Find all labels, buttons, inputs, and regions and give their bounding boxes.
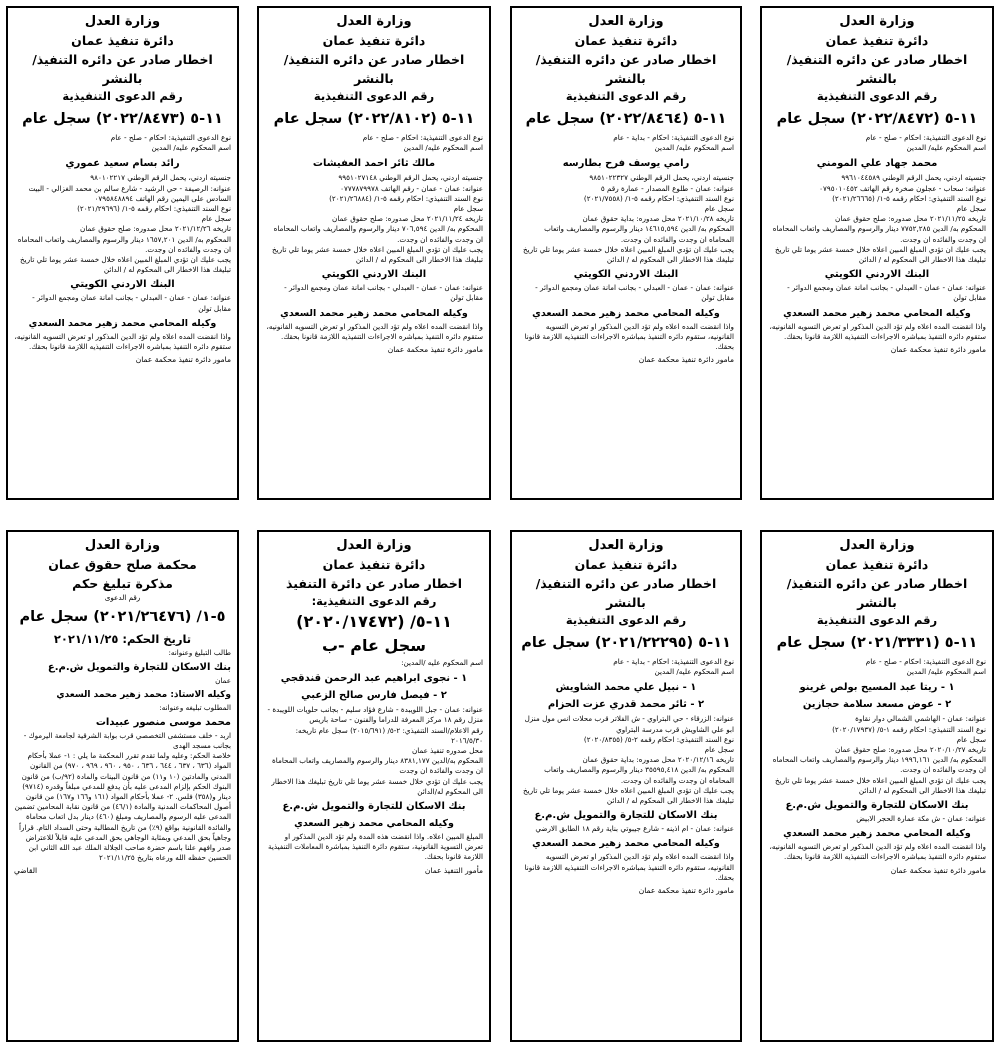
notice-title: اخطار صادر عن دائره التنفيذ/ بالنشر bbox=[535, 52, 717, 86]
creditor-name: بنك الاسكان للتجارة والتمويل ش.م.ع bbox=[534, 810, 718, 822]
case-label: رقم الدعوى التنفيذية bbox=[816, 89, 938, 103]
demand: يجب عليك ان تؤدي المبلغ المبين اعلاه خلال خمسة عشر يوما تلي تاريخ تبليغك هذا الاخطار الى المحكوم له / الدائن bbox=[523, 785, 734, 806]
warning: واذا انقضت المده اعلاه ولم تؤد الدين المذكور او تعرض التسويه القانونيه، ستقوم دائره التنفيذ بمباشره الاجراءات التنفيذيه اللازمة قانونا بحقك. bbox=[769, 321, 986, 341]
defendant-label: اسم المحكوم عليه /المدين: bbox=[401, 658, 483, 667]
case-number: ١١-٥ (٢٠٢١/٣٣٣١) سجل عام bbox=[776, 635, 978, 651]
defendant-label: اسم المحكوم عليه/ المدين bbox=[906, 667, 986, 677]
ministry-title: وزارة العدل bbox=[839, 14, 915, 29]
notice-6 bbox=[257, 530, 491, 1042]
footer-signature: مامور دائرة تنفيذ محكمة عمان bbox=[890, 865, 986, 875]
nationality: جنسيته اردني، يحمل الرقم الوطني ٩٩٥١٠٢٧١٤٨ bbox=[338, 173, 483, 183]
ministry-title: وزارة العدل bbox=[839, 538, 915, 553]
requester-name: بنك الاسكان للتجارة والتمويل ش.م.ع bbox=[47, 662, 231, 674]
notified-label: المطلوب تبليغه وعنوانه: bbox=[159, 702, 231, 712]
defendant-label: اسم المحكوم عليه/ المدين bbox=[151, 143, 231, 153]
address: عنوانه: الزرقاء - حي البتراوي - ش الفلاتر قرب محلات انس مول منزل ابو علي الشاويش قرب مدرسة البتراوي bbox=[524, 714, 734, 734]
issue-date: تاريخه ٢٠٢١/١٢/٢٦ محل صدوره: صلح حقوق عمان bbox=[80, 224, 231, 234]
amount: المحكوم به/ الدين ١٩٩٦,١٦١ دينار والرسوم والمصاريف واتعاب المحاماه ان وجدت والفائده ان وجدت. bbox=[772, 755, 986, 775]
creditor-address: عنوانه: عمان - عمان - العبدلي - بجانب امانة عمان ومجمع الدوائر - مقابل تولن bbox=[284, 283, 483, 303]
address: عنوانه: سحاب - عجلون صخرة رقم الهاتف ٠٧٩٥٠١٠٤٥٢ bbox=[819, 183, 986, 193]
warning: واذا انقضت المده اعلاه ولم تؤد الدين المذكور او تعرض التسويه القانونيه، ستقوم دائره التنفيذ بمباشره الاجراءات التنفيذيه اللازمة قانونا بحقك. bbox=[524, 852, 734, 882]
bond-type: نوع السند التنفيذي: احكام رقمه ١-٥/ (٢٠٢٠/١٧٩٣٧) bbox=[832, 724, 986, 734]
footer-signature: مامور دائرة تنفيذ محكمة عمان bbox=[387, 345, 483, 355]
address: عنوانه: الرصيفة - حي الرشيد - شارع سالم بن محمد الغزالي - البيت السادس على اليمين رقم الهاتف ٠٧٩٥٨٤٨٨٩٤ bbox=[28, 183, 231, 203]
bond-type: رقم الاعلام/السند التنفيذي: ٢-٥/ (٢٠١٥/٦٩١) سجل عام تاريخه: ٢٠١٦/٥/٣٠ bbox=[295, 725, 483, 745]
issuer: محل صدوره تنفيذ عمان bbox=[411, 746, 483, 756]
notice-title: اخطار صادر عن دائره التنفيذ/ بالنشر bbox=[786, 52, 968, 86]
registry: سجل عام bbox=[453, 204, 483, 214]
creditor-name: بنك الاسكان للتجارة والتمويل ش.م.ع bbox=[785, 800, 969, 812]
judgment-date: تاريخ الحكم: ٢٠٢١/١١/٢٥ bbox=[53, 632, 192, 647]
case-label: رقم الدعوى التنفيذية bbox=[565, 89, 687, 103]
case-type: نوع الدعوى التنفيذية: احكام - صلح - عام bbox=[362, 133, 483, 142]
defendant-label: اسم المحكوم عليه/ المدين bbox=[403, 143, 483, 153]
footer-signature: مامور دائرة تنفيذ محكمة عمان bbox=[638, 886, 734, 896]
case-label: رقم الدعوى bbox=[104, 593, 141, 602]
case-label: رقم الدعوى التنفيذية bbox=[565, 613, 687, 627]
lawyer-name: وكيله المحامي محمد زهير محمد السعدي bbox=[280, 307, 468, 319]
case-label: رقم الدعوى التنفيذية bbox=[816, 613, 938, 627]
lawyer-name: وكيله المحامي محمد زهير محمد السعدي bbox=[28, 317, 217, 329]
defendant-label: اسم المحكوم عليه/ المدين bbox=[906, 143, 986, 153]
creditor-name: بنك الاسكان للتجارة والتمويل ش.م.ع bbox=[282, 801, 466, 813]
bond-type: نوع السند التنفيذي: احكام رقمه ٢-٥/ (٢٠٢٠/٨٣٥٥) bbox=[583, 734, 734, 744]
ministry-title: وزارة العدل bbox=[84, 538, 161, 553]
department-title: دائرة تنفيذ عمان bbox=[574, 557, 678, 572]
registry: سجل عام bbox=[704, 204, 734, 214]
notice-title: اخطار صادر عن دائره التنفيذ/ بالنشر bbox=[786, 576, 968, 610]
notice-8 bbox=[760, 530, 994, 1042]
warning: واذا انقضت المده اعلاه ولم تؤد الدين المذكور او تعرض التسويه القانونيه، ستقوم دائره التنفيذ بمباشره الاجراءات التنفيذيه اللازمة قانونا بحقك. bbox=[266, 321, 483, 341]
warning: المبلغ المبين اعلاه. واذا انقضت هذه المدة ولم تؤد الدين المذكور او تعرض التسوية القانونية، ستقوم دائرة التنفيذ بمباشرة المعاملات التنفيذية اللازمة قانونا بحقك. bbox=[268, 832, 483, 862]
warning: واذا انقضت المده اعلاه ولم تؤد الدين المذكور او تعرض التسويه القانونيه، ستقوم دائره التنفيذ بمباشره الاجراءات التنفيذيه اللازمة قانونا بحقك. bbox=[14, 331, 231, 352]
creditor-address: عنوانه: عمان - ش مكة عمارة الحجر الابيض bbox=[856, 814, 986, 824]
notice-4 bbox=[760, 6, 994, 500]
case-type: نوع الدعوى التنفيذية: احكام - صلح - عام bbox=[110, 133, 231, 142]
notice-3 bbox=[510, 6, 742, 500]
creditor-address: عنوانه: عمان - عمان - العبدلي - بجانب امانة عمان ومجمع الدوائر - مقابل تولن bbox=[535, 283, 734, 303]
nationality: جنسيته اردني، يحمل الرقم الوطني ٩٨٥١٠٢٢٣٢٧ bbox=[589, 173, 734, 183]
creditor-address: عنوانه: عمان - ام اذينه - شارع جيبوتي بناية رقم ١٨ الطابق الارضي bbox=[535, 824, 734, 834]
footer-signature: مأمور التنفيذ عمان bbox=[424, 865, 483, 875]
case-type: نوع الدعوى التنفيذية: احكام - بداية - عام bbox=[613, 657, 734, 666]
address: عنوانه: عمان - طلوع المصدار - عمارة رقم ٥ bbox=[600, 183, 734, 193]
notified-address: اربد - خلف مستشفى التخصصي قرب بوابة الشرقية لجامعة اليرموك - بجانب مسجد الهدى bbox=[23, 730, 231, 751]
defendant-label: اسم المحكوم عليه/ المدين bbox=[654, 143, 734, 153]
demand: يجب عليك ان تؤدي المبلغ المبين اعلاه خلال خمسة عشر يوما تلي تاريخ تبليغك هذا الاخطار الى المحكوم له / الدائن bbox=[272, 244, 483, 265]
registry: سجل عام bbox=[956, 734, 986, 744]
ministry-title: وزارة العدل bbox=[84, 14, 161, 29]
case-type: نوع الدعوى التنفيذية: احكام - صلح - عام bbox=[865, 133, 986, 142]
creditor-name: البنك الاردني الكويتي bbox=[70, 279, 175, 291]
judgment-summary: خلاصة الحكم: وعليه ولما تقدم تقرر المحكمة ما يلي : ١- عملا بأحكام المواد (٦٣٦ ، ٦٣٧ ، ٦٤٤ ، ٦٣٦ ، ٩٥٠ ، ٩٦٠ ، ٩٦٩ ، ٩٧٠) من القانون المدني والمادتين (١٠ و١١) من قانون البينات والمادة (٩٢/ب) من قانون البنوك الحكم بإلزام المدعى عليه بأن يدفع للمدعي مبلغاً وقدره (٩٧١٤) دينار و(٣٥٨) فلس. ٢- عملا بأحكام المواد (١٦١ و١٦٦ و١٦٧) من قانون أصول المحاكمات المدنية والمادة (٤٦/١) من قانون نقابة المحامين تضمين المدعى عليه الرسوم والمصاريف ومبلغ (٤٦٠) دينار بدل اتعاب محاماة والفائدة القانونية بواقع (٩٪) من تاريخ المطالبة وحتى السداد التام. قراراً وجاهياً بحق المدعي وبمثابة الوجاهي بحق المدعى عليه قابلاً للاعتراض صدر وافهم علنا باسم حضرة صاحب الجلالة الملك عبد الله الثاني ابن الحسين حفظه الله ورعاه بتاريخ ٢٠٢١/١١/٢٥ bbox=[14, 751, 231, 863]
defendant-name-1: ١ - ريتا عبد المسيح بولص غرينو bbox=[799, 682, 955, 694]
notice-title: مذكرة تبليغ حكم bbox=[72, 576, 173, 591]
creditor-name: البنك الاردني الكويتي bbox=[573, 269, 679, 281]
defendant-name: رامي يوسف فرح بطارسه bbox=[562, 158, 690, 170]
address: عنوانه: عمان - جبل اللويبدة - شارع فؤاد سليم - بجانب حلويات اللويبدة - منزل رقم ١٨ مركز المعرفة للدراما والفنون - ساحة باريس bbox=[267, 705, 483, 725]
defendant-name-1: ١ - نبيل علي محمد الشاويش bbox=[555, 682, 697, 694]
creditor-name: البنك الاردني الكويتي bbox=[824, 269, 930, 281]
bond-type: نوع السند التنفيذي: احكام رقمه ٥-١/ (٢٠٢١/٧٥٥٨) bbox=[583, 193, 734, 203]
defendant-label: اسم المحكوم عليه/ المدين bbox=[654, 667, 734, 677]
issue-date: تاريخه ٢٠٢١/١١/٢٥ محل صدوره: صلح حقوق عمان bbox=[835, 214, 986, 224]
notified-name: محمد موسى منصور عبيدات bbox=[95, 716, 231, 728]
case-type: نوع الدعوى التنفيذية: احكام - صلح - عام bbox=[865, 657, 986, 666]
case-label: رقم الدعوى التنفيذية: bbox=[311, 594, 437, 608]
defendant-name-1: ١ - نجوى ابراهيم عبد الرحمن قندقجي bbox=[280, 673, 468, 685]
notice-title: اخطار صادر عن دائره التنفيذ/ بالنشر bbox=[283, 52, 465, 86]
registry: سجل عام bbox=[956, 204, 986, 214]
department-title: دائرة تنفيذ عمان bbox=[825, 557, 929, 572]
defendant-name-2: ٢ - فيصل فارس صالح الزعبي bbox=[301, 690, 447, 702]
defendant-name: محمد جهاد علي المومني bbox=[816, 158, 938, 170]
footer-signature: مامور دائرة تنفيذ محكمة عمان bbox=[638, 355, 734, 365]
notice-title: اخطار صادر عن دائرة التنفيذ bbox=[286, 576, 462, 591]
footer-signature: مامور دائرة تنفيذ محكمة عمان bbox=[890, 345, 986, 355]
ministry-title: وزارة العدل bbox=[336, 14, 412, 29]
demand: يجب عليك ان تؤدي المبلغ المبين اعلاه خلال خمسة عشر يوما تلي تاريخ تبليغك هذا الاخطار الى المحكوم له / الدائن bbox=[775, 244, 986, 265]
defendant-name: رائد بسام سعيد عموري bbox=[65, 158, 180, 170]
lawyer-name: وكيله المحامي محمد زهير محمد السعدي bbox=[783, 307, 971, 319]
footer-signature: مامور دائرة تنفيذ محكمة عمان bbox=[135, 355, 231, 365]
case-label: رقم الدعوى التنفيذية bbox=[62, 89, 183, 103]
notice-title: اخطار صادر عن دائره التنفيذ/ بالنشر bbox=[535, 576, 717, 610]
notice-2 bbox=[257, 6, 491, 500]
issue-date: تاريخه ٢٠٢١/١١/٢٤ محل صدوره: صلح حقوق عمان bbox=[332, 214, 483, 224]
nationality: جنسيته اردني، يحمل الرقم الوطني ٩٩٦١٠٤٤٥٨٩ bbox=[841, 173, 986, 183]
requester-city: عمان bbox=[215, 676, 231, 686]
defendant-name-2: ٢ - عوض مسعد سلامة حجازين bbox=[802, 699, 952, 711]
nationality: جنسيته اردني، يحمل الرقم الوطني ٩٨٠١٠٢٢١٧ bbox=[90, 173, 231, 183]
ministry-title: وزارة العدل bbox=[588, 14, 664, 29]
department-title: دائرة تنفيذ عمان bbox=[574, 33, 678, 48]
case-number: ١١-٥ (٢٠٢١/٢٢٢٩٥) سجل عام bbox=[521, 635, 731, 651]
issue-date: تاريخه ٢٠٢١/١٠/٢٨ محل صدوره: بداية حقوق عمان bbox=[582, 214, 734, 224]
address: عنوانه: عمان - عمان - رقم الهاتف ٠٧٧٧٨٧٩٩٧٨ bbox=[340, 183, 483, 193]
demand: يجب عليك ان تؤدي المبلغ المبين اعلاه خلال خمسة عشر يوما تلي تاريخ تبليغك هذا الاخطار الى المحكوم له / الدائن bbox=[20, 255, 231, 275]
notice-title: اخطار صادر عن دائره التنفيذ/ بالنشر bbox=[32, 52, 213, 86]
department-title: دائرة تنفيذ عمان bbox=[322, 33, 426, 48]
bond-type: نوع السند التنفيذي: احكام رقمه ٥-١/ (٢٠٢١/٢٦٨٨٤) bbox=[329, 193, 483, 203]
issue-date: تاريخه ٢٠٢٠/١٢/١٦ محل صدوره: بداية حقوق عمان bbox=[582, 755, 734, 765]
case-number: ١١-٥ (٢٠٢٢/٨٤٧٢) سجل عام bbox=[776, 111, 978, 127]
warning: واذا انقضت المده اعلاه ولم تؤد الدين المذكور او تعرض التسويه القانونيه، ستقوم دائره التنفيذ بمباشره الاجراءات التنفيذيه اللازمة قانونا بحقك. bbox=[769, 842, 986, 862]
registry-heading: سجل عام -ب bbox=[321, 636, 427, 655]
requester-label: طالب التبليغ وعنوانه: bbox=[168, 648, 231, 658]
creditor-name: البنك الاردني الكويتي bbox=[321, 269, 427, 281]
bond-type: نوع السند التنفيذي: احكام رقمه ٥-١/ (٢٠٢١/٢٩٦٩٦) bbox=[77, 204, 231, 214]
demand: يجب عليك ان تؤدي خلال خمسة عشر يوما تلي تاريخ تبليغك هذا الاخطار الى المحكوم له/الدائن bbox=[271, 776, 483, 796]
address: عنوانه: عمان - الهاشمي الشمالي دوار نقاوة bbox=[855, 714, 986, 724]
registry: سجل عام bbox=[704, 745, 734, 755]
lawyer-name: وكيله المحامي محمد زهير محمد السعدي bbox=[532, 838, 720, 850]
lawyer-name: وكيله الاستاذ: محمد زهير محمد السعدي bbox=[56, 689, 231, 700]
warning: واذا انقضت المده اعلاه ولم تؤد الدين المذكور او تعرض التسويه القانونيه، ستقوم دائره التنفيذ بمباشره الاجراءات التنفيذيه اللازمة قانونا بحقك. bbox=[524, 321, 734, 352]
defendant-name-2: ٢ - ثائر محمد قدري عزت الحزام bbox=[547, 699, 705, 711]
lawyer-name: وكيله المحامي محمد زهير محمد السعدي bbox=[532, 307, 720, 319]
ministry-title: وزارة العدل bbox=[588, 538, 664, 553]
department-title: دائرة تنفيذ عمان bbox=[322, 557, 426, 572]
case-type: نوع الدعوى التنفيذية: احكام - بداية - عام bbox=[613, 133, 734, 142]
amount: المحكوم به/ الدين ٧٧٥٢,٢٨٥ دينار والرسوم والمصاريف واتعاب المحاماه ان وجدت والفائده ان وجدت. bbox=[772, 224, 986, 244]
case-number: ١١-٥ (٢٠٢٢/٨٤٦٤) سجل عام bbox=[525, 111, 727, 127]
notice-5 bbox=[6, 530, 239, 1042]
creditor-address: عنوانه: عمان - عمان - العبدلي - بجانب امانة عمان ومجمع الدوائر - مقابل تولن bbox=[787, 283, 986, 303]
lawyer-name: وكيله المحامي محمد زهير محمد السعدي bbox=[783, 828, 971, 840]
department-title: دائرة تنفيذ عمان bbox=[71, 33, 174, 48]
amount: المحكوم به/ الدين ١٤٦١٥,٥٩٤ دينار والرسوم والمصاريف واتعاب المحاماه ان وجدت والفائده ان وجدت. bbox=[544, 224, 734, 244]
amount: المحكوم به/ الدين ٧٠٦,٥٩٤ دينار والرسوم والمصاريف واتعاب المحاماه ان وجدت والفائده ان وجدت. bbox=[273, 224, 483, 244]
amount: المحكوم به/ الدين ٣٥٥٩٥,٤١٨ دينار والرسوم والمصاريف واتعاب المحاماه ان وجدت والفائده ان وجدت. bbox=[544, 765, 734, 785]
defendant-name: مالك ثائر احمد العفيشات bbox=[312, 158, 436, 170]
case-label: رقم الدعوى التنفيذية bbox=[313, 89, 435, 103]
demand: يجب عليك ان تؤدي المبلغ المبين اعلاه خلال خمسة عشر يوما تلي تاريخ تبليغك هذا الاخطار الى المحكوم له / الدائن bbox=[523, 244, 734, 265]
case-number: ١١-٥/ (٢٠٢٠/١٧٤٧٢) bbox=[296, 612, 452, 631]
amount: المحكوم به/ الدين ١٦٥٧,٢٠١ دينار والرسوم والمصاريف واتعاب المحاماه ان وجدت والفائده ان وجدت. bbox=[17, 234, 231, 254]
lawyer-name: وكيله المحامي محمد زهير السعدي bbox=[294, 818, 454, 830]
creditor-address: عنوانه: عمان - عمان - العبدلي - بجانب امانة عمان ومجمع الدوائر - مقابل تولن bbox=[32, 293, 231, 313]
ministry-title: وزارة العدل bbox=[336, 538, 412, 553]
demand: يجب عليك ان تؤدي المبلغ المبين اعلاه خلال خمسة عشر يوما تلي تاريخ تبليغك هذا الاخطار الى المحكوم له / الدائن bbox=[775, 775, 986, 795]
notice-7 bbox=[510, 530, 742, 1042]
judge-signature: القاضي bbox=[14, 866, 38, 876]
case-number: ٥-١/ (٢٠٢١/٢٦٤٧٦) سجل عام bbox=[19, 609, 226, 626]
case-number: ١١-٥ (٢٠٢٢/٨٤٧٣) سجل عام bbox=[22, 111, 223, 127]
department-title: دائرة تنفيذ عمان bbox=[825, 33, 929, 48]
amount: المحكوم به/الدين ٨٣٨١,١٧٧ دينار والرسوم والمصاريف واتعاب المحاماة ان وجدت والفائدة ان وجدت bbox=[272, 756, 483, 776]
court-title: محكمة صلح حقوق عمان bbox=[48, 557, 197, 572]
bond-type: نوع السند التنفيذي: احكام رقمه ٥-١/ (٢٠٢١/٢٦٦٦٥) bbox=[832, 193, 986, 203]
notice-1 bbox=[6, 6, 239, 500]
registry: سجل عام bbox=[201, 214, 231, 224]
issue-date: تاريخه ٢٠٢٠/١٠/٢٧ محل صدوره: صلح حقوق عمان bbox=[835, 745, 986, 755]
case-number: ١١-٥ (٢٠٢٢/٨١٠٢) سجل عام bbox=[273, 111, 475, 127]
